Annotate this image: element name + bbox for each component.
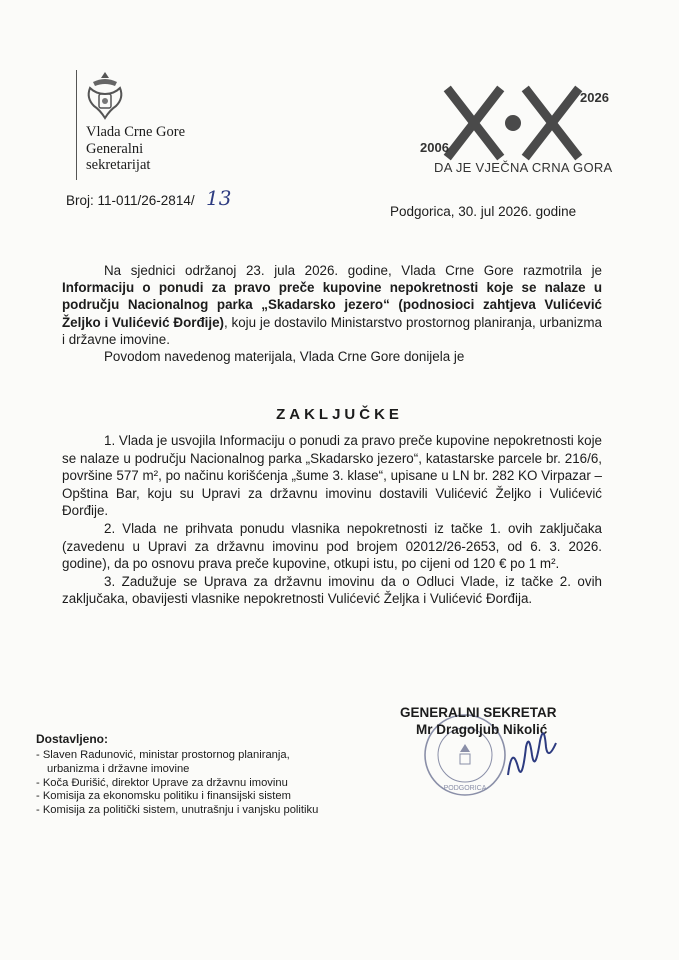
intro-paragraph xyxy=(62,262,602,348)
section-heading: ZAKLJUČKE xyxy=(276,406,403,423)
document-date: Podgorica, 30. jul 2026. godine xyxy=(390,204,577,219)
header-divider xyxy=(76,70,77,180)
issuer-line: sekretarijat xyxy=(86,157,151,173)
issuer-line: Vlada Crne Gore xyxy=(86,124,186,140)
distribution-item: - Komisija za ekonomsku politiku i finansijski sistem xyxy=(36,790,318,804)
intro-subject: Informaciju o ponudi za pravo preče kupovine nepokretnosti koje se nalaze u području Nacionalnog parka „Skadarsko jezero“ (podnosioci zahtjeva Vulićević Željko i Vulićević Đorđije) xyxy=(62,280,602,330)
distribution-title: Dostavljeno: xyxy=(36,732,109,746)
stamp-city: PODGORICA xyxy=(443,785,487,792)
issuer-block xyxy=(86,124,185,174)
distribution-item-continuation: urbanizma i državne imovine xyxy=(47,762,190,775)
distribution-item: - Komisija za politički sistem, unutrašnju i vanjsku politiku xyxy=(36,804,318,818)
distribution-item: - Slaven Radunović, ministar prostornog planiranja, xyxy=(36,749,318,763)
intro-text: Na sjednici održanoj 23. jula 2026. godine, Vlada Crne Gore razmotrila je xyxy=(104,263,602,278)
jubilee-year-start: 2006 xyxy=(420,140,449,155)
jubilee-tagline: DA JE VJEČNA CRNA GORA xyxy=(434,160,613,175)
handwritten-signature xyxy=(500,725,570,785)
distribution-item: - Koča Đurišić, direktor Uprave za državnu imovinu xyxy=(36,777,318,791)
jubilee-year-end: 2026 xyxy=(580,90,609,105)
intro-text: , koju je dostavilo Ministarstvo prostornog planiranja, urbanizma i državne imovine. xyxy=(62,314,602,347)
intro-paragraph: Povodom navedenog materijala, Vlada Crne Gore donijela je xyxy=(104,349,465,365)
coat-of-arms-icon xyxy=(84,68,126,126)
intro-section xyxy=(62,262,602,365)
signatory-name: Mr Dragoljub Nikolić xyxy=(416,722,548,737)
distribution-list xyxy=(36,749,318,818)
conclusion-item: 1. Vlada je usvojila Informaciju o ponudi za pravo preče kupovine nepokretnosti koje se nalaze u području Nacionalnog parka „Skadarsko jezero“, katastarske parcele br. 216/6, površine 577 m², po načinu korišćenja „šume 3. klase“, upisane u LN br. 282 KO Virpazar – Opština Bar, koju su Upravi za državnu imovinu dostavili Vulićević Željko i Vulićević Đorđije. xyxy=(62,433,602,519)
conclusions-list xyxy=(62,432,602,608)
document-number: Broj: 11-011/26-2814/ xyxy=(66,193,195,208)
signatory-title: GENERALNI SEKRETAR xyxy=(400,705,557,720)
issuer-line: Generalni xyxy=(86,140,144,157)
conclusion-item: 2. Vlada ne prihvata ponudu vlasnika nepokretnosti iz tačke 1. ovih zaključaka (zavedenu u Upravi za državnu imovinu pod brojem 02012/26-2653, od 6. 3. 2026. godine), da po osnovu prava preče kupovine, otkupi istu, po cijeni od 120 € po 1 m². xyxy=(62,520,602,572)
conclusion-item: 3. Zadužuje se Uprava za državnu imovinu da o Odluci Vlade, iz tačke 2. ovih zaključaka, obavijesti vlasnike nepokretnosti Vulićević Željka i Vulićević Đorđija. xyxy=(62,573,602,607)
handwritten-number: 13 xyxy=(206,186,232,210)
